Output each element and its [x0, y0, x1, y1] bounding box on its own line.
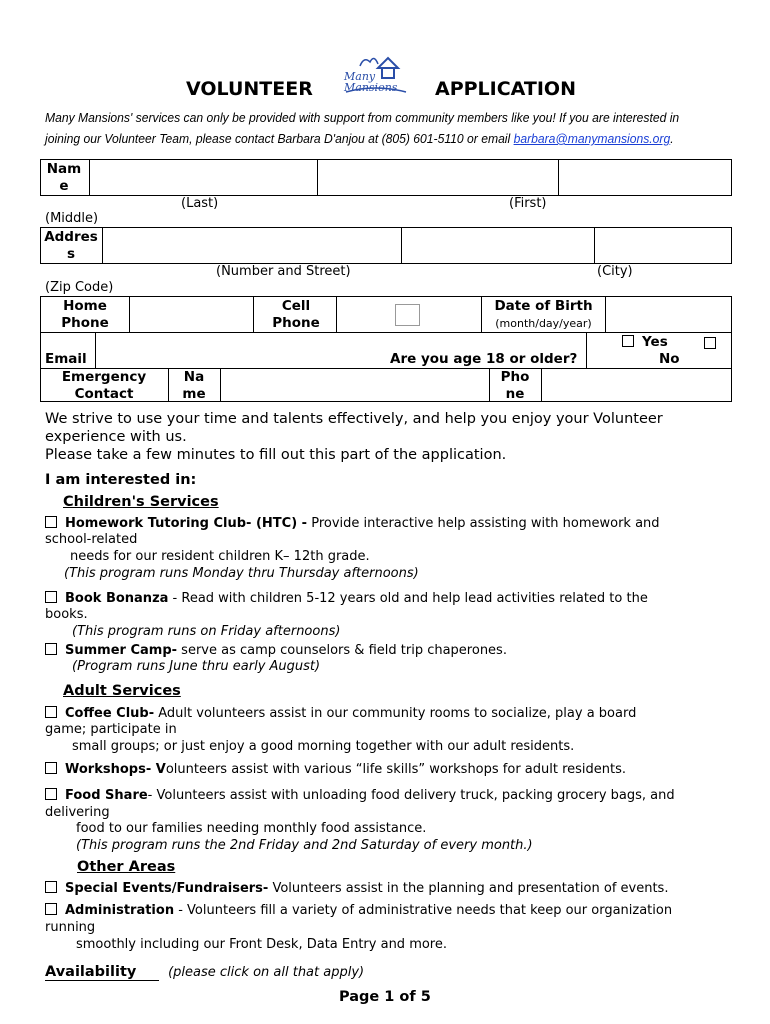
intro-line-1: Many Mansions' services can only be provided with support from community members like you! If you are interested in — [45, 110, 680, 125]
last-name-field[interactable] — [89, 159, 318, 196]
coffee-club-item[interactable]: Coffee Club- Adult volunteers assist in our community rooms to socialize, play a board — [45, 706, 636, 721]
first-name-field[interactable] — [317, 159, 559, 196]
name-label: Name — [46, 161, 82, 194]
fs-line3: food to our families needing monthly food assistance. — [76, 821, 427, 836]
emergency-name-label-cell — [168, 368, 221, 402]
adult-services-heading: Adult Services — [63, 683, 181, 699]
caption-last: (Last) — [181, 196, 219, 211]
logo-text-mansions: Mansions — [344, 81, 398, 94]
emergency-label-cell — [40, 368, 169, 402]
age-answer-cell — [586, 332, 732, 369]
emergency-phone-label-cell — [489, 368, 542, 402]
cell-phone-label-cell — [253, 296, 337, 333]
many-mansions-logo — [340, 50, 410, 98]
para2: Please take a few minutes to fill out this part of the application. — [45, 447, 507, 463]
page-number: Page 1 of 5 — [339, 989, 431, 1005]
availability-row — [45, 961, 364, 981]
title-volunteer: VOLUNTEER — [186, 78, 313, 100]
dob-label: Date of Birth — [494, 298, 593, 314]
logo-text-many: Many — [344, 70, 376, 83]
fs-line2: delivering — [45, 805, 110, 820]
fs-note: (This program runs the 2nd Friday and 2nd Saturday of every month.) — [76, 838, 533, 853]
title-application: APPLICATION — [435, 78, 576, 100]
home-phone-field[interactable] — [129, 296, 254, 333]
special-events-checkbox[interactable] — [45, 881, 57, 893]
age-question: Are you age 18 or older? — [390, 351, 578, 367]
sc-note: (Program runs June thru early August) — [72, 659, 321, 674]
workshops-item[interactable]: Workshops- Volunteers assist with various “life skills” workshops for adult residents. — [45, 762, 626, 777]
other-areas-heading: Other Areas — [77, 859, 176, 875]
ad-line2: running — [45, 920, 96, 935]
zip-field[interactable] — [594, 227, 732, 264]
name-label-cell — [40, 159, 90, 196]
cell-phone-input-box[interactable] — [395, 304, 420, 326]
coffee-club-checkbox[interactable] — [45, 706, 57, 718]
summer-camp-item[interactable]: Summer Camp- serve as camp counselors & field trip chaperones. — [45, 643, 507, 658]
no-label: No — [659, 351, 680, 367]
availability-hint: (please click on all that apply) — [168, 965, 365, 980]
caption-street: (Number and Street) — [216, 264, 351, 279]
htc-checkbox[interactable] — [45, 516, 57, 528]
emergency-phone-label: Phone — [500, 369, 530, 402]
email-field[interactable] — [95, 332, 587, 369]
address-label-cell — [40, 227, 103, 264]
cell-phone-label: Cell Phone — [272, 298, 320, 331]
cc-line2: game; participate in — [45, 722, 177, 737]
htc-line2: school-related — [45, 532, 138, 547]
home-phone-label-cell — [40, 296, 130, 333]
book-bonanza-checkbox[interactable] — [45, 591, 57, 603]
emergency-name-label: Name — [182, 369, 206, 402]
email-label-cell — [40, 332, 96, 369]
yes-option[interactable]: Yes — [622, 334, 668, 351]
intro-line-2: joining our Volunteer Team, please contact Barbara D'anjou at (805) 601-5110 or email barbara@manymansions.org. — [45, 131, 674, 146]
home-phone-label: Home Phone — [61, 298, 109, 331]
cc-line3: small groups; or just enjoy a good morning together with our adult residents. — [72, 739, 575, 754]
cell-phone-field[interactable] — [336, 296, 482, 333]
bb-note: (This program runs on Friday afternoons) — [72, 624, 341, 639]
workshops-checkbox[interactable] — [45, 762, 57, 774]
email-link[interactable]: barbara@manymansions.org — [513, 131, 671, 146]
administration-checkbox[interactable] — [45, 903, 57, 915]
ad-line3: smoothly including our Front Desk, Data Entry and more. — [76, 937, 448, 952]
no-checkbox[interactable] — [704, 337, 716, 349]
address-label: Address — [44, 229, 98, 262]
htc-item[interactable]: Homework Tutoring Club- (HTC) - Provide interactive help assisting with homework and — [45, 516, 660, 531]
caption-zip: (Zip Code) — [45, 280, 114, 295]
summer-camp-checkbox[interactable] — [45, 643, 57, 655]
dob-field[interactable] — [605, 296, 732, 333]
email-label: Email — [45, 351, 87, 367]
para1-line1: We strive to use your time and talents effectively, and help you enjoy your Volunteer — [45, 411, 663, 427]
emergency-phone-field[interactable] — [541, 368, 732, 402]
para1-line2: experience with us. — [45, 429, 187, 445]
dob-label-cell — [481, 296, 606, 333]
yes-checkbox[interactable] — [622, 335, 634, 347]
city-field[interactable] — [401, 227, 595, 264]
bb-line2: books. — [45, 607, 88, 622]
food-share-item[interactable]: Food Share- Volunteers assist with unloading food delivery truck, packing grocery bags, and — [45, 788, 675, 803]
emergency-label: Emergency Contact — [61, 369, 147, 402]
htc-note: (This program runs Monday thru Thursday afternoons) — [64, 566, 419, 581]
htc-line3: needs for our resident children K– 12th grade. — [70, 549, 370, 564]
interested-heading: I am interested in: — [45, 472, 197, 488]
caption-middle: (Middle) — [45, 211, 99, 226]
administration-item[interactable]: Administration - Volunteers fill a variety of administrative needs that keep our organization — [45, 903, 672, 918]
emergency-name-field[interactable] — [220, 368, 490, 402]
special-events-item[interactable]: Special Events/Fundraisers- Volunteers assist in the planning and presentation of events. — [45, 881, 668, 896]
street-field[interactable] — [102, 227, 402, 264]
caption-first: (First) — [509, 196, 547, 211]
caption-city: (City) — [597, 264, 633, 279]
dob-hint: (month/day/year) — [495, 317, 592, 330]
book-bonanza-item[interactable]: Book Bonanza - Read with children 5-12 years old and help lead activities related to the — [45, 591, 648, 606]
availability-label: Availability — [45, 964, 159, 981]
food-share-checkbox[interactable] — [45, 788, 57, 800]
children-services-heading: Children's Services — [63, 494, 219, 510]
middle-name-field[interactable] — [558, 159, 732, 196]
